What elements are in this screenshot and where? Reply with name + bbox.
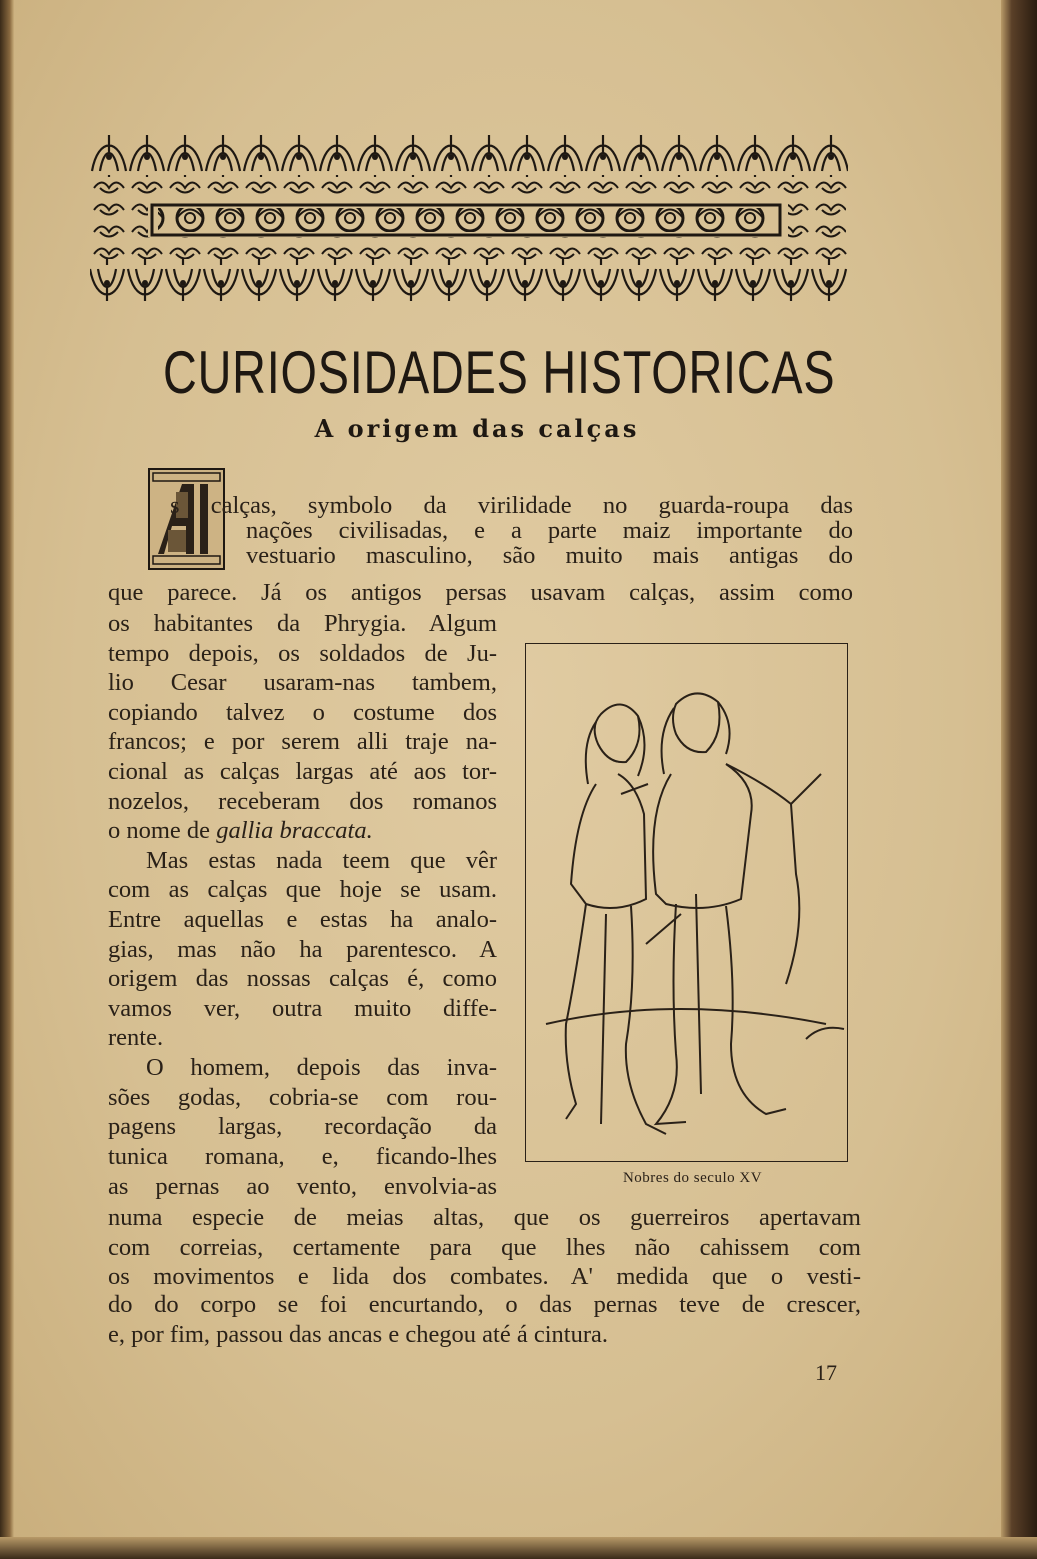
- text-line: sões godas, cobria-se com rou-: [108, 1084, 497, 1111]
- text-line: com correias, certamente para que lhes não cahissem com: [108, 1234, 861, 1261]
- text-line: pagens largas, recordação da: [108, 1113, 497, 1140]
- text-line: vestuario masculino, são muito mais antigas do: [246, 542, 853, 569]
- text-line: s calças, symbolo da virilidade no guarda-roupa das: [170, 492, 853, 519]
- text-line: com as calças que hoje se usam.: [108, 876, 497, 903]
- decorative-header-ornament: [90, 133, 848, 305]
- text-line: lio Cesar usaram-nas tambem,: [108, 669, 497, 696]
- page-edge-bottom: [0, 1537, 1037, 1559]
- text-line: tempo depois, os soldados de Ju-: [108, 640, 497, 667]
- text-line: gias, mas não ha parentesco. A: [108, 936, 497, 963]
- text-line: copiando talvez o costume dos: [108, 699, 497, 726]
- text-line: nozelos, receberam dos romanos: [108, 788, 497, 815]
- text-line: [108, 817, 497, 845]
- italic-term: gallia braccata.: [216, 817, 373, 844]
- book-gutter: [0, 0, 14, 1559]
- text-line: os movimentos e lida dos combates. A' medida que o vesti-: [108, 1263, 861, 1290]
- text-line: vamos ver, outra muito diffe-: [108, 995, 497, 1022]
- article-subtitle: A origem das calças: [314, 414, 640, 443]
- page-title: [163, 338, 836, 408]
- text-line: rente.: [108, 1024, 164, 1051]
- text-line: Mas estas nada teem que vêr: [146, 847, 497, 874]
- nobles-illustration: [526, 644, 846, 1160]
- text-line: nações civilisadas, e a parte maiz importante do: [246, 517, 853, 544]
- page-edge: [1001, 0, 1037, 1559]
- text-line: numa especie de meias altas, que os guerreiros apertavam: [108, 1204, 861, 1231]
- text-line: origem das nossas calças é, como: [108, 965, 497, 992]
- text-line: Entre aquellas e estas ha analo-: [108, 906, 497, 933]
- text-line: as pernas ao vento, envolvia-as: [108, 1173, 497, 1200]
- text-line: do do corpo se foi encurtando, o das pernas teve de crescer,: [108, 1291, 861, 1318]
- figure-caption: Nobres do seculo XV: [622, 1170, 763, 1186]
- text-fragment: o nome de: [108, 817, 217, 844]
- illustration-frame: [525, 643, 848, 1162]
- text-line: cional as calças largas até aos tor-: [108, 758, 497, 785]
- text-line: os habitantes da Phrygia. Algum: [108, 610, 497, 637]
- text-line: e, por fim, passou das ancas e chegou até á cintura.: [108, 1321, 609, 1348]
- text-line: tunica romana, e, ficando-lhes: [108, 1143, 497, 1170]
- text-line: que parece. Já os antigos persas usavam calças, assim como: [108, 579, 853, 606]
- title-text: CURIOSIDADES HISTORICAS: [163, 339, 836, 406]
- text-line: francos; e por serem alli traje na-: [108, 728, 497, 755]
- text-line: O homem, depois das inva-: [146, 1054, 497, 1081]
- page-number: 17: [815, 1360, 837, 1385]
